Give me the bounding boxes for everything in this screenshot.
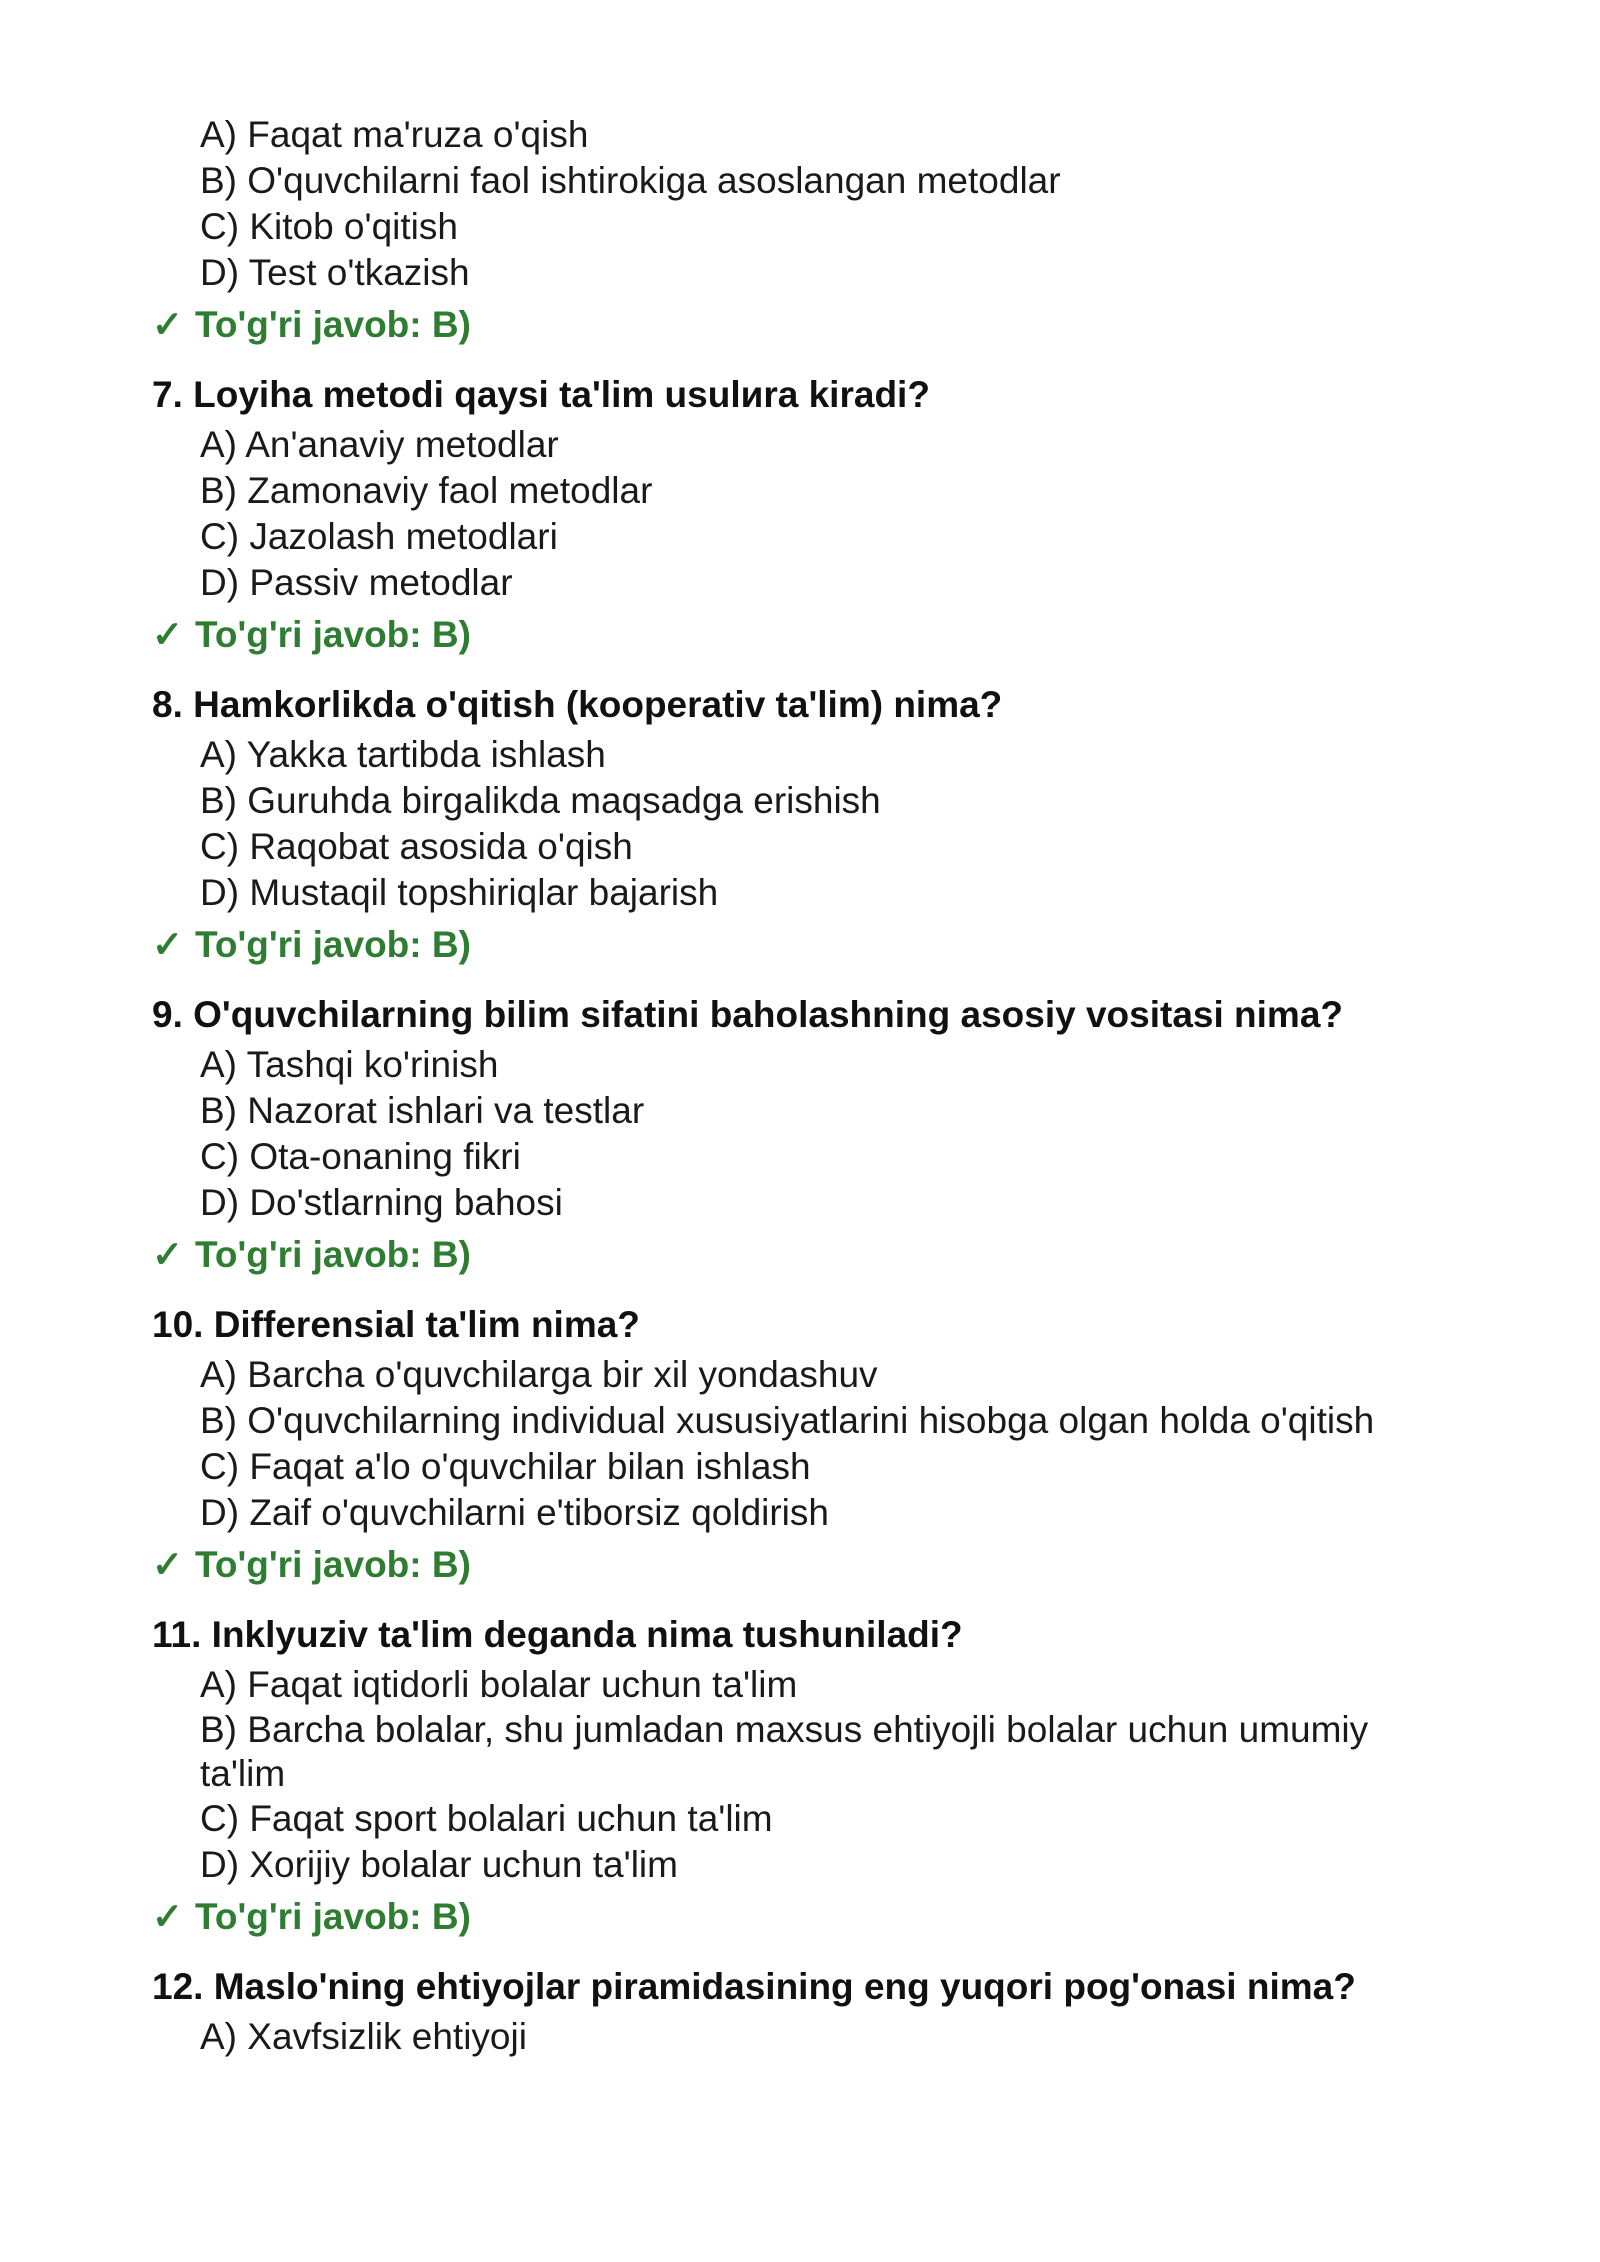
question-title: 8. Hamkorlikda o'qitish (kooperativ ta'lim) nima?: [152, 684, 1003, 725]
correct-answer-text: To'g'ri javob: B): [195, 1234, 471, 1275]
option-c: C) Ota-onaning fikri: [200, 1136, 521, 1177]
option-b: B) O'quvchilarni faol ishtirokiga asoslangan metodlar: [200, 160, 1061, 201]
option-c: C) Faqat sport bolalari uchun ta'lim: [200, 1798, 773, 1839]
question-block-prev: [152, 112, 1452, 348]
option-b: B) O'quvchilarning individual xususiyatlarini hisobga olgan holda o'qitish: [200, 1400, 1375, 1441]
option-c: C) Faqat a'lo o'quvchilar bilan ishlash: [200, 1446, 811, 1487]
option-b: B) Nazorat ishlari va testlar: [200, 1090, 645, 1131]
question-title: 9. O'quvchilarning bilim sifatini baholashning asosiy vositasi nima?: [152, 994, 1343, 1035]
option-a: A) Faqat ma'ruza o'qish: [200, 114, 589, 155]
correct-answer: [152, 1894, 1452, 1940]
option-d: D) Passiv metodlar: [200, 562, 513, 603]
correct-answer: [152, 922, 1452, 968]
question-title: 11. Inklyuziv ta'lim deganda nima tushuniladi?: [152, 1614, 963, 1655]
question-title: 7. Loyiha metodi qaysi ta'lim usulиra kiradi?: [152, 374, 930, 415]
checkmark-icon: ✓: [152, 924, 184, 965]
checkmark-icon: ✓: [152, 1896, 184, 1937]
option-c: C) Kitob o'qitish: [200, 206, 458, 247]
question-block-10: [152, 1302, 1452, 1588]
option-a: A) Xavfsizlik ehtiyoji: [200, 2016, 527, 2057]
option-b: B) Barcha bolalar, shu jumladan maxsus ehtiyojli bolalar uchun umumiy ta'lim: [200, 1709, 1369, 1794]
option-d: D) Test o'tkazish: [200, 252, 470, 293]
question-block-12: [152, 1964, 1452, 2060]
question-title: 10. Differensial ta'lim nima?: [152, 1304, 640, 1345]
option-b: B) Guruhda birgalikda maqsadga erishish: [200, 780, 881, 821]
question-block-8: [152, 682, 1452, 968]
option-b: B) Zamonaviy faol metodlar: [200, 470, 653, 511]
checkmark-icon: ✓: [152, 1544, 184, 1585]
correct-answer-text: To'g'ri javob: B): [195, 924, 471, 965]
option-a: A) Faqat iqtidorli bolalar uchun ta'lim: [200, 1664, 798, 1705]
question-block-7: [152, 372, 1452, 658]
checkmark-icon: ✓: [152, 614, 184, 655]
correct-answer-text: To'g'ri javob: B): [195, 1896, 471, 1937]
option-d: D) Mustaqil topshiriqlar bajarish: [200, 872, 719, 913]
option-d: D) Zaif o'quvchilarni e'tiborsiz qoldirish: [200, 1492, 829, 1533]
correct-answer: [152, 1232, 1452, 1278]
question-block-11: [152, 1612, 1452, 1940]
correct-answer: [152, 612, 1452, 658]
option-a: A) Barcha o'quvchilarga bir xil yondashuv: [200, 1354, 878, 1395]
option-c: C) Raqobat asosida o'qish: [200, 826, 633, 867]
correct-answer: [152, 1542, 1452, 1588]
option-a: A) An'anaviy metodlar: [200, 424, 559, 465]
option-a: A) Tashqi ko'rinish: [200, 1044, 499, 1085]
option-a: A) Yakka tartibda ishlash: [200, 734, 606, 775]
question-title: 12. Maslo'ning ehtiyojlar piramidasining eng yuqori pog'onasi nima?: [152, 1966, 1356, 2007]
option-d: D) Xorijiy bolalar uchun ta'lim: [200, 1844, 678, 1885]
question-block-9: [152, 992, 1452, 1278]
checkmark-icon: ✓: [152, 1234, 184, 1275]
correct-answer-text: To'g'ri javob: B): [195, 1544, 471, 1585]
quiz-content: [152, 112, 1452, 2060]
correct-answer-text: To'g'ri javob: B): [195, 614, 471, 655]
option-c: C) Jazolash metodlari: [200, 516, 558, 557]
correct-answer-text: To'g'ri javob: B): [195, 304, 471, 345]
checkmark-icon: ✓: [152, 304, 184, 345]
correct-answer: [152, 302, 1452, 348]
option-d: D) Do'stlarning bahosi: [200, 1182, 563, 1223]
